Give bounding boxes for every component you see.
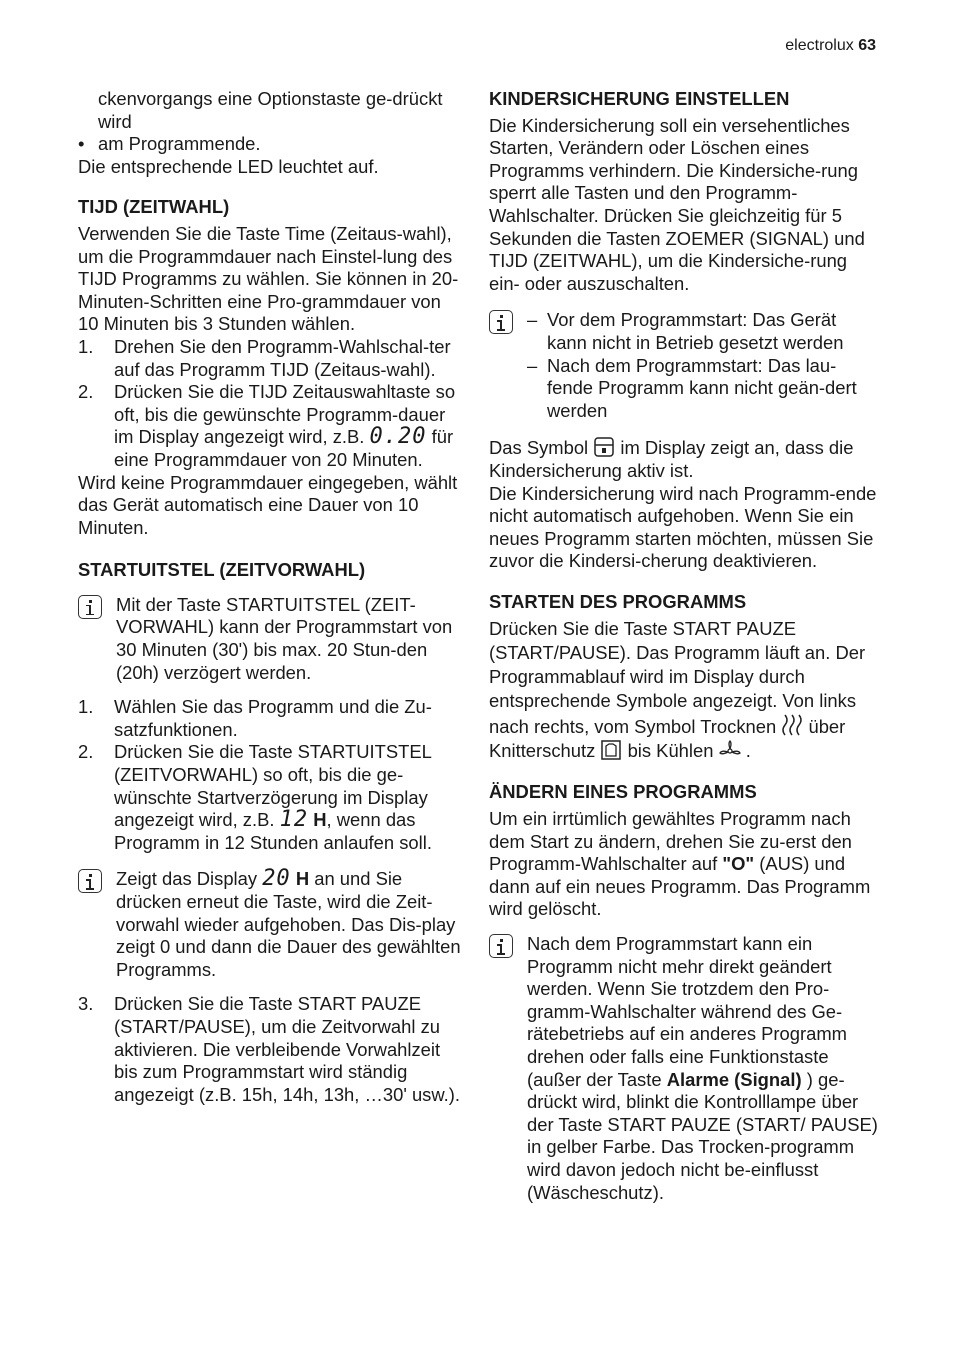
anti-crease-icon bbox=[600, 739, 622, 761]
info-icon bbox=[78, 595, 102, 619]
symbol-text: Das Symbol bbox=[489, 437, 589, 459]
dash-item: – Vor dem Programmstart: Das Gerät kann nicht in Betrieb gesetzt werden bbox=[527, 309, 879, 354]
startuitstel-heading: STARTUITSTEL (ZEITVORWAHL) bbox=[78, 559, 366, 581]
step-text: Drücken Sie die TIJD Zeitauswahltaste so oft, bis die gewünschte Programm-dauer im Display angezeigt wird, z.B. bbox=[114, 381, 456, 448]
kindersicherung-note bbox=[489, 309, 879, 422]
drying-icon bbox=[781, 713, 803, 737]
display-readout: 12 bbox=[279, 807, 309, 833]
tijd-paragraph: Verwenden Sie die Taste Time (Zeitaus-wahl), um die Programmdauer nach Einstel-lung des TIJD Programms zu wählen. Sie können in 20-Minuten-Schritten eine Pro-grammdauer von 10 Minuten bis 3 Stunden wählen. bbox=[78, 222, 459, 335]
note-text: Nach dem Programmstart kann ein Programm nicht mehr direkt geändert werden. Wenn Sie trotzdem den Pro-gramm-Wahlschalter während des Ge-rätebetriebs auf ein anderes Programm drehen oder falls eine Funktionstaste (außer der Taste bbox=[527, 933, 847, 1090]
note-text: Mit der Taste STARTUITSTEL (ZEIT-VORWAHL) kann der Programmstart von 30 Minuten (30') bis max. 20 Stun-den (20h) verzögert werden. bbox=[116, 593, 453, 683]
starten-text: Drücken Sie die Taste START PAUZE (START/PAUSE). Das Programm läuft an. Der Programmablauf wird im Display durch entsprechende Symbole angezeigt. Von links nach rechts, vom Symbol Trocknen bbox=[489, 618, 866, 738]
tijd-step-1 bbox=[78, 336, 466, 381]
right-column bbox=[489, 88, 879, 1204]
kindersicherung-heading: KINDERSICHERUNG EINSTELLEN bbox=[489, 88, 790, 109]
brand-name: electrolux bbox=[785, 37, 854, 54]
hour-mark: H bbox=[295, 868, 310, 890]
intro-led-text: Die entsprechende LED leuchtet auf. bbox=[78, 155, 379, 177]
symbol-text-cont: im Display zeigt an, dass die Kindersicherung aktiv ist. bbox=[489, 437, 854, 481]
andern-note bbox=[489, 933, 879, 1204]
step-text: Drehen Sie den Programm-Wahlschal-ter auf das Programm TIJD (Zeitaus-wahl). bbox=[114, 335, 451, 380]
kindersicherung-paragraph-2: Die Kindersicherung wird nach Programm-ende nicht automatisch aufgehoben. Wenn Sie ein neues Programm starten möchten, müssen Sie zuvor die Kindersi-cherung deaktivieren. bbox=[489, 482, 877, 572]
step-number: 1. bbox=[78, 696, 94, 718]
info-icon bbox=[489, 934, 513, 958]
page-number: 63 bbox=[858, 37, 876, 54]
left-column bbox=[78, 88, 466, 1106]
bullet-mark: • bbox=[78, 133, 85, 155]
dash-item: – Nach dem Programmstart: Das lau-fende Programm kann nicht geän-dert werden bbox=[527, 355, 879, 423]
child-lock-icon bbox=[593, 436, 615, 458]
off-position-label: "O" bbox=[722, 853, 755, 875]
andern-text-cont: (AUS) und dann auf ein neues Programm. Das Programm wird gelöscht. bbox=[489, 853, 871, 920]
tijd-heading: TIJD (ZEITWAHL) bbox=[78, 196, 230, 218]
display-readout: 0.20 bbox=[369, 424, 427, 450]
info-icon bbox=[489, 310, 513, 334]
kindersicherung-paragraph: Die Kindersicherung soll ein versehentliches Starten, Verändern oder Löschen eines Programms verhindern. Die Kindersiche-rung sperrt alle Tasten und den Programm-Wahlschalter. Drücken Sie gleichzeitig für 5 Sekunden die Tasten ZOEMER (SIGNAL) und TIJD (ZEITWAHL), um die Kindersiche-rung ein- oder auszuschalten. bbox=[489, 114, 865, 294]
note-text-cont: ) ge-drückt wird, blinkt die Kontrolllampe über der Taste START PAUZE (START/ PAUSE) in gelber Farbe. Das Trocken-programm wird davon jedoch nicht be-einflusst (Wäscheschutz). bbox=[527, 1068, 878, 1203]
note-text: Zeigt das Display bbox=[116, 868, 258, 890]
step-number: 3. bbox=[78, 993, 94, 1015]
intro-continuation: ckenvorgangs eine Optionstaste ge-drückt wird bbox=[98, 88, 443, 132]
tijd-after-text: Wird keine Programmdauer eingegeben, wählt das Gerät automatisch eine Dauer von 10 Minuten. bbox=[78, 471, 458, 538]
step-text: Drücken Sie die Taste START PAUZE (START/PAUSE), um die Zeitvorwahl zu aktivieren. Die verbleibende Vorwahlzeit bis zum Programmstart wird ständig angezeigt (z.B. 15h, 14h, 13h, …30' usw.). bbox=[114, 993, 460, 1105]
step-text-cont: für eine Programmdauer von 20 Minuten. bbox=[114, 426, 454, 470]
tijd-step-2 bbox=[78, 381, 466, 471]
dash-text: Nach dem Programmstart: Das lau-fende Programm kann nicht geän-dert werden bbox=[547, 354, 857, 421]
andern-heading: ÄNDERN EINES PROGRAMMS bbox=[489, 781, 757, 803]
step-number: 1. bbox=[78, 335, 94, 357]
startuitstel-step-1 bbox=[78, 696, 466, 741]
starten-text-cont: über Knitterschutz bbox=[489, 716, 846, 762]
startuitstel-note-2 bbox=[78, 868, 466, 981]
hour-mark: H bbox=[313, 809, 327, 831]
starten-text-cont-2: bis Kühlen bbox=[627, 740, 714, 762]
cooling-fan-icon bbox=[719, 739, 741, 761]
intro-bullet bbox=[78, 133, 466, 156]
step-text: Drücken Sie die Taste STARTUITSTEL (ZEITVORWAHL) so oft, bis die ge-wünschte Startverzögerung im Display angezeigt wird, z.B. bbox=[114, 741, 432, 831]
starten-heading: STARTEN DES PROGRAMMS bbox=[489, 590, 747, 612]
step-text-cont: , wenn das Programm in 12 Stunden anlaufen soll. bbox=[114, 809, 432, 853]
dash-text: Vor dem Programmstart: Das Gerät kann nicht in Betrieb gesetzt werden bbox=[547, 309, 844, 353]
alarm-button-label: Alarme (Signal) bbox=[666, 1068, 802, 1090]
note-text-cont: an und Sie drücken erneut die Taste, wird die Zeit-vorwahl wieder aufgehoben. Das Dis-play zeigt 0 und dann die Dauer des gewählten Programms. bbox=[116, 868, 461, 980]
andern-text: Um ein irrtümlich gewähltes Programm nach dem Start zu ändern, drehen Sie zu-erst den Programm-Wahlschalter auf bbox=[489, 808, 852, 875]
step-number: 2. bbox=[78, 741, 94, 763]
startuitstel-step-2 bbox=[78, 741, 466, 854]
step-text: Wählen Sie das Programm und die Zu-satzfunktionen. bbox=[114, 696, 432, 740]
info-icon bbox=[78, 869, 102, 893]
starten-text-end: . bbox=[745, 740, 751, 762]
step-number: 2. bbox=[78, 381, 94, 403]
intro-bullet-text: am Programmende. bbox=[98, 133, 261, 155]
page-header bbox=[785, 36, 876, 56]
display-readout: 20 bbox=[262, 866, 291, 892]
startuitstel-step-3 bbox=[78, 993, 466, 1106]
startuitstel-note-1 bbox=[78, 594, 466, 684]
